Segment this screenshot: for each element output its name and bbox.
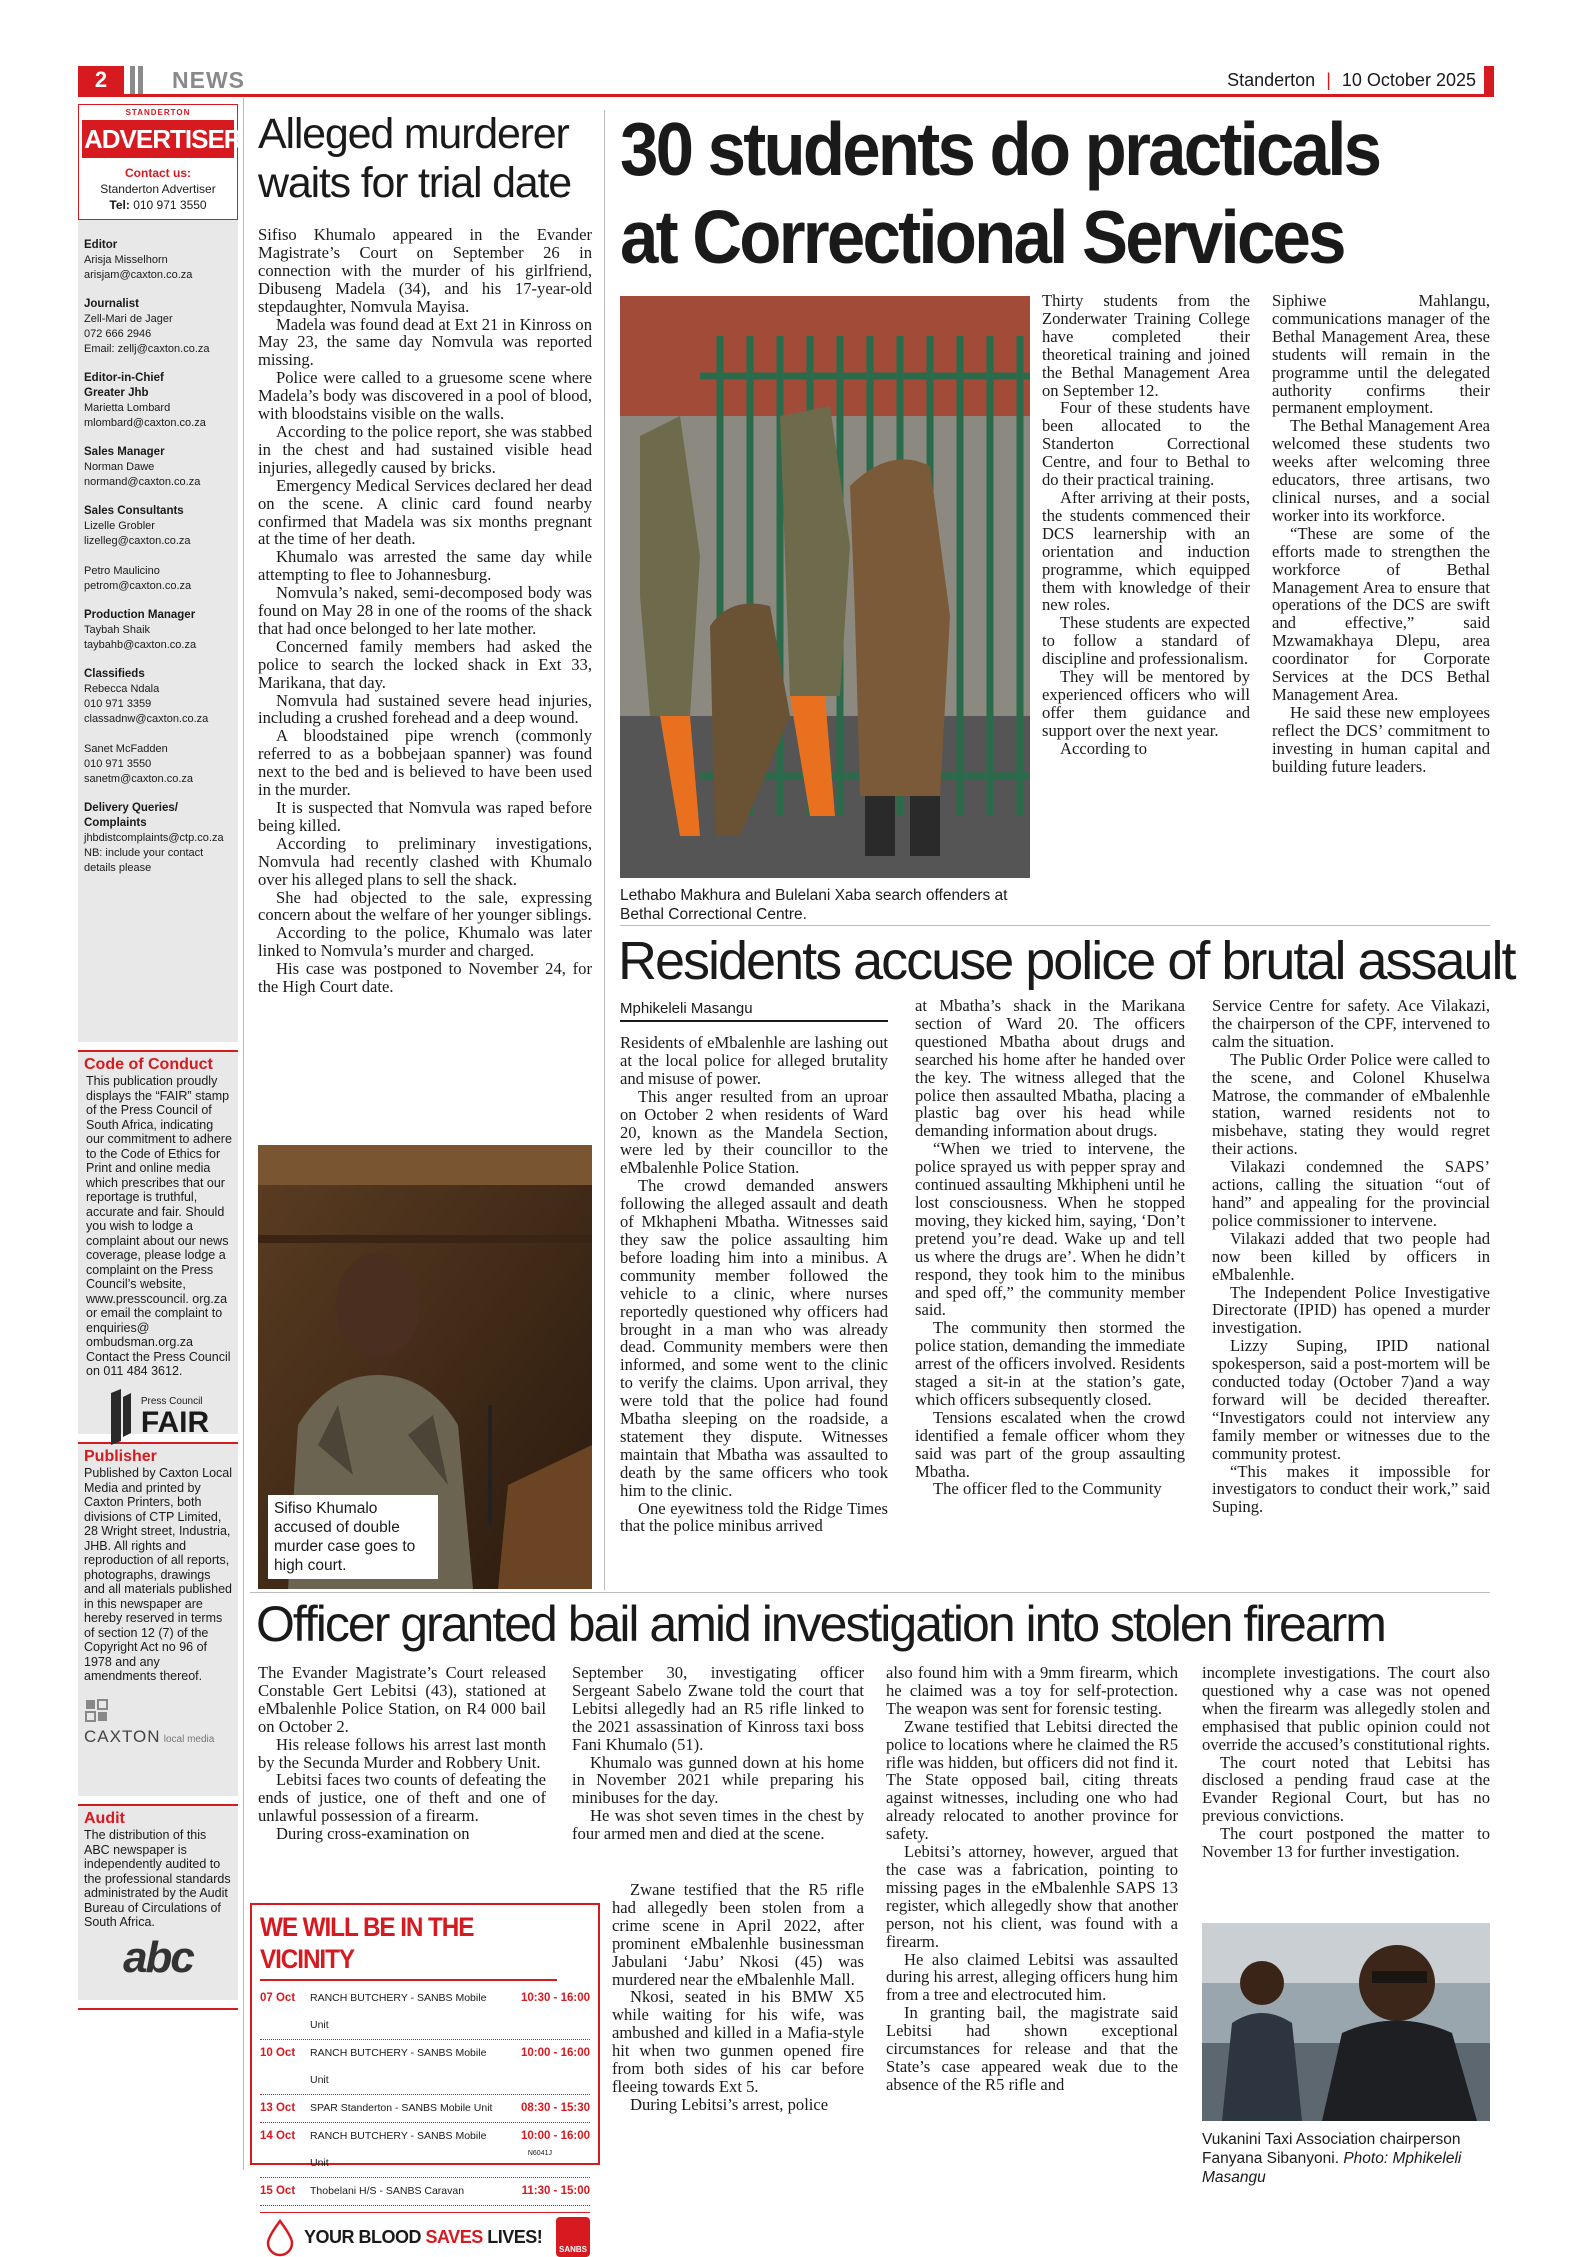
paragraph: The Bethal Management Area welcomed these students two weeks after welcoming three educators, three artisans, two clinical nurses, and a social worker into its workforce.	[1272, 416, 1490, 525]
article4-column-3	[886, 1664, 1178, 2094]
paragraph: During cross-examination on	[276, 1824, 470, 1844]
paragraph: Tensions escalated when the crowd identified a female officer whom they said was part of the group assaulting Mbatha.	[915, 1407, 1185, 1481]
ad-footer	[260, 2212, 590, 2257]
article4-photo-caption: Vukanini Taxi Association chairperson Fanyana Sibanyoni. Photo: Mphikeleli Masangu	[1202, 2131, 1462, 2186]
code-of-conduct-text: This publication proudly displays the “FAIR” stamp of the Press Council of South Africa, indicating our commitment to adhere to the Code of Ethics for Print and online media which prescribes that our reportage is truthful, accurate and fair. Should you wish to lodge a complaint about our news coverage, please lodge a complaint on the Press Council’s website, www.presscouncil. org.za or email the complaint to enquiries@ ombudsman.org.za Contact the Press Council on 011 484 3612.	[86, 1074, 232, 1378]
staff-role: Sales Consultants	[84, 505, 184, 517]
article2-photo-caption: Lethabo Makhura and Bulelani Xaba search offenders at Bethal Correctional Centre.	[620, 887, 1008, 923]
ad-place: RANCH BUTCHERY - SANBS Mobile Unit	[310, 1992, 487, 2031]
paragraph: Thirty students from the Zonderwater Training College have completed their theoretical training and joined the Bethal Management Area on September 12.	[1042, 291, 1250, 400]
staff-role: Production Manager	[84, 609, 196, 621]
paragraph: “These are some of the efforts made to strengthen the workforce of Bethal Management Area to ensure that operations of the DCS are swift and effective,” said Mzwamakhaya Dlepu, area coordinator for Corporate Services at the DCS Bethal Management Area.	[1272, 523, 1490, 704]
ad-place: SPAR Standerton - SANBS Mobile Unit	[310, 2102, 493, 2114]
paragraph: Lebitsi faces two counts of defeating the ends of justice, one of theft and one of unlawful possession of a firearm.	[258, 1770, 546, 1826]
paragraph: Zwane testified that the R5 rifle had allegedly been stolen from a crime scene in April 2022, after prominent eMbalenhle businessman Jabulani ‘Jabu’ Nkosi (45) was murdered near the eMbalenhle Mall.	[612, 1880, 864, 1989]
paragraph: She had objected to the sale, expressing concern about the welfare of her younger siblings.	[258, 887, 592, 925]
paragraph: The court postponed the matter to November 13 for further investigation.	[1202, 1824, 1490, 1862]
staff-entry	[78, 371, 238, 431]
staff-detail: Rebecca Ndala	[84, 683, 160, 695]
staff-detail	[84, 727, 238, 742]
ad-schedule-row	[260, 1985, 590, 2040]
article2-column-1	[1042, 292, 1250, 758]
paragraph: Four of these students have been allocated to the Standerton Correctional Centre, and four to Bethal to do their practical training.	[1042, 398, 1250, 490]
staff-detail: Taybah Shaik	[84, 624, 151, 636]
paragraph: Nomvula had sustained severe head injuries, including a crushed forehead and a deep wound.	[258, 690, 592, 728]
paragraph: “When we tried to intervene, the police sprayed us with pepper spray and continued assaulting Mkhipheni until he lost consciousness. When he stopped moving, they kicked him, saying, ‘Don’t pretend you’re dead. Wake up and tell us where the drugs are’. When he didn’t respond, they took him to the minibus and sped off,” the community member said.	[915, 1139, 1185, 1320]
ad-slogan-part-c: LIVES!	[482, 2226, 543, 2247]
staff-detail: mlombard@caxton.co.za	[84, 417, 206, 429]
correctional-search-image	[620, 296, 1030, 878]
article4-headline: Officer granted bail amid investigation into stolen firearm	[256, 1596, 1385, 1652]
masthead-sidebar	[78, 104, 242, 2169]
ad-code: N6041J	[527, 2150, 552, 2157]
article3-column-2	[915, 997, 1185, 1498]
sanbs-advertisement	[250, 1903, 600, 2254]
staff-list	[78, 238, 238, 876]
staff-entry	[78, 445, 238, 490]
paragraph: Siphiwe Mahlangu, communications manager of the Bethal Management Area, these students will remain in the programme until the delegated authority confirms their permanent employment.	[1272, 291, 1490, 418]
publisher-text: Published by Caxton Local Media and printed by Caxton Printers, both divisions of CTP Limited, 28 Wright street, Industria, JHB. All rights and reproduction of all reports, photographs, drawings and all materials published in this newspaper are hereby reserved in terms of section 12 (7) of the Copyright Act no 96 of 1978 and any amendments thereof.	[84, 1466, 233, 1683]
page-number: 2	[78, 66, 124, 94]
blood-drop-icon	[260, 2217, 300, 2257]
paragraph: Nkosi, seated in his BMW X5 while waiting for his wife, was ambushed and killed in a Mafia-style hit when two gunmen opened fire from both sides of his car before fleeing towards Ext 5.	[612, 1987, 864, 2096]
paragraph: The Evander Magistrate’s Court released Constable Gert Lebitsi (43), stationed at eMbalenhle Police Station, on R4 000 bail on October 2.	[258, 1663, 546, 1736]
staff-detail: Lizelle Grobler	[84, 520, 155, 532]
paragraph: Residents of eMbalenhle are lashing out at the local police for alleged brutality and misuse of power.	[620, 1033, 888, 1088]
staff-role: Editor-in-Chief Greater Jhb	[84, 372, 164, 399]
code-of-conduct-title: Code of Conduct	[84, 1056, 213, 1073]
ad-slogan-part-a: YOUR BLOOD	[304, 2226, 426, 2247]
staff-role: Delivery Queries/ Complaints	[84, 802, 178, 829]
staff-role: Journalist	[84, 298, 139, 310]
header-dateline: Standerton | 10 October 2025	[1227, 66, 1494, 94]
paragraph: at Mbatha’s shack in the Marikana section of Ward 20. The officers questioned Mbatha about drugs and searched his home after he handed over the key. The witness alleged that the police then assaulted Mbatha, placing a plastic bag over his head while demanding information about drugs.	[915, 996, 1185, 1141]
paragraph: After arriving at their posts, the students commenced their DCS learnership with an orientation and induction programme, which equipped them with knowledge of their new roles.	[1042, 487, 1250, 615]
ad-title: WE WILL BE IN THE VICINITY	[260, 1911, 557, 1981]
staff-entry	[78, 504, 238, 594]
paragraph: One eyewitness told the Ridge Times that the police minibus arrived	[620, 1498, 888, 1536]
paragraph: also found him with a 9mm firearm, which he claimed was a toy for self-protection. The weapon was sent for forensic testing.	[886, 1663, 1178, 1718]
paragraph: Madela was found dead at Ext 21 in Kinross on May 23, the same day Nomvula was reported missing.	[258, 314, 592, 370]
paragraph: Emergency Medical Services declared her dead on the scene. A clinic card found nearby confirmed that Madela was six months pregnant at the time of her death.	[258, 475, 592, 549]
paragraph: Sifiso Khumalo appeared in the Evander Magistrate’s Court on September 26 in connection with the murder of his girlfriend, Dibuseng Madela (34), and his 17-year-old stepdaughter, Nomvula Mayisa.	[258, 225, 592, 316]
press-council-fair-logo: Press Council FAIR	[78, 1389, 238, 1445]
staff-detail: Zell-Mari de Jager	[84, 313, 173, 325]
staff-entry	[78, 667, 238, 787]
article3-column-3	[1212, 997, 1490, 1516]
photo-credit: Photo: Mphikeleli Masangu	[1202, 2150, 1462, 2186]
ad-date: 14 Oct	[260, 2130, 296, 2142]
header-location: Standerton	[1227, 70, 1316, 90]
paragraph: Lizzy Suping, IPID national spokesperson, said a post-mortem will be conducted today (October 7)and a way forward will be decided thereafter. “Investigators could not interview any family member or witnesses due to the community protest.	[1212, 1336, 1490, 1463]
advertiser-logo: STANDERTON ADVERTISER	[82, 105, 234, 155]
paragraph: The Independent Police Investigative Directorate (IPID) has opened a murder investigation.	[1212, 1282, 1490, 1338]
paragraph: It is suspected that Nomvula was raped before being killed.	[258, 798, 592, 835]
staff-role: Classifieds	[84, 668, 145, 680]
paragraph: This anger resulted from an uproar on October 2 when residents of Ward 20, known as the Mandela Section, were led by their councillor to the eMbalenhle Police Station.	[620, 1086, 888, 1178]
staff-detail: Email: zellj@caxton.co.za	[84, 343, 210, 355]
ad-place: Thobelani H/S - SANBS Caravan	[310, 2185, 465, 2197]
ad-schedule-row	[260, 2178, 590, 2206]
paragraph: His release follows his arrest last month by the Secunda Murder and Robbery Unit.	[258, 1734, 546, 1772]
article2-column-2	[1272, 292, 1490, 775]
article1-body	[258, 226, 592, 996]
article1-photo-caption: Sifiso Khumalo accused of double murder case goes to high court.	[268, 1495, 438, 1579]
paragraph: He said these new employees reflect the DCS’ commitment to investing in human capital and building future leaders.	[1272, 702, 1490, 776]
paragraph: Zwane testified that Lebitsi directed the police to locations where he claimed the R5 rifle was hidden, but officers did not find it. The State opposed bail, citing threats against witnesses, including one who had already relocated to another province for safety.	[886, 1716, 1178, 1844]
staff-detail: petrom@caxton.co.za	[84, 580, 192, 592]
staff-detail: lizelleg@caxton.co.za	[84, 535, 191, 547]
paragraph: The court noted that Lebitsi has disclosed a pending fraud case at the Evander Regional Court, but has no previous convictions.	[1202, 1752, 1490, 1826]
paragraph: The Public Order Police were called to the scene, and Colonel Khuselwa Matrose, the commander of eMbalenhle station, warned residents not to misbehave, stating they would regret their actions.	[1212, 1049, 1490, 1159]
paragraph: According to the police, Khumalo was later linked to Nomvula’s murder and charged.	[258, 923, 592, 961]
staff-entry	[78, 608, 238, 653]
article4-photo	[1202, 1923, 1490, 2121]
paragraph: Police were called to a gruesome scene where Madela’s body was discovered in a pool of blood, with bloodstains visible on the walls.	[258, 368, 592, 424]
audit-text: The distribution of this ABC newspaper is independently audited to the professional standards administrated by the Audit Bureau of Circulations of South Africa.	[84, 1828, 231, 1929]
contact-block: Contact us: Standerton Advertiser Tel: 010 971 3550	[100, 166, 216, 212]
article2-headline: 30 students do practicals at Correctional Services	[620, 107, 1380, 279]
abc-logo: abc	[123, 1932, 193, 1982]
paragraph: Concerned family members had asked the police to search the locked shack in Ext 33, Marikana, that day.	[258, 636, 592, 692]
paragraph: His case was postponed to November 24, for the High Court date.	[258, 959, 592, 997]
caxton-logo: CAXTON local media	[78, 1698, 238, 1747]
paragraph: Vilakazi condemned the SAPS’ actions, calling the situation “out of hand” and appealing for the provincial police commissioner to intervene.	[1212, 1157, 1490, 1230]
staff-detail: Arisja Misselhorn	[84, 254, 168, 266]
ad-time: 10:00 - 16:00	[520, 2130, 590, 2142]
ad-time: 08:30 - 15:30	[520, 2102, 590, 2114]
article3-byline: Mphikeleli Masangu	[620, 1000, 888, 1022]
ad-time: 10:30 - 16:00	[520, 1992, 590, 2004]
paragraph: The officer fled to the Community	[933, 1479, 1162, 1499]
article4-column-2-bottom	[612, 1881, 864, 2114]
ad-schedule-row	[260, 2095, 590, 2123]
staff-role: Sales Manager	[84, 446, 165, 458]
ad-date: 07 Oct	[260, 1992, 296, 2004]
staff-entry	[78, 801, 238, 876]
paragraph: Nomvula’s naked, semi-decomposed body was found on May 28 in one of the rooms of the shack that had once belonged to her late mother.	[258, 583, 592, 638]
staff-detail: Marietta Lombard	[84, 402, 171, 414]
paragraph: The crowd demanded answers following the alleged assault and death of Mkhapheni Mbatha. Witnesses said they saw the police assaulting him before loading him into a minibus. A community member followed the vehicle to a clinic, where nurses reportedly questioned why officers had brought in a man who was already dead. Community members were then informed, and some went to the clinic to verify the claims. Upon arrival, they were told that the police had found Mbatha sleeping on the roadside, a statement they dispute. Witnesses maintain that Mbatha was assaulted to death by the same officers who took him to the clinic.	[620, 1176, 888, 1500]
staff-detail: details please	[84, 862, 152, 874]
paragraph: incomplete investigations. The court also questioned why a case was not opened when the firearm was allegedly stolen and emphasised that public opinion could not override the accused’s constitutional rights.	[1202, 1663, 1491, 1754]
paragraph: He also claimed Lebitsi was assaulted during his arrest, alleging officers hung him from a tree and electrocuted him.	[886, 1949, 1178, 2005]
ad-slogan-part-b: SAVES	[425, 2226, 483, 2247]
staff-detail: 010 971 3359	[84, 698, 152, 710]
article4-column-2-top	[572, 1664, 864, 1843]
paragraph: According to preliminary investigations, Nomvula had recently clashed with Khumalo over his alleged plans to sell the shack.	[258, 833, 592, 889]
ad-time: 11:30 - 15:00	[521, 2185, 590, 2197]
staff-detail: Norman Dawe	[84, 461, 155, 473]
staff-detail: normand@caxton.co.za	[84, 476, 201, 488]
staff-detail: taybahb@caxton.co.za	[84, 639, 197, 651]
staff-entry	[78, 297, 238, 357]
ad-place: RANCH BUTCHERY - SANBS Mobile Unit	[310, 2047, 487, 2086]
ad-date: 10 Oct	[260, 2047, 296, 2059]
taxi-chairperson-image	[1202, 1923, 1490, 2121]
paragraph: These students are expected to follow a standard of discipline and professionalism.	[1042, 613, 1250, 669]
paragraph: September 30, investigating officer Sergeant Sabelo Zwane told the court that Lebitsi allegedly had an R5 rifle linked to the 2021 assassination of Kinross taxi boss Fani Khumalo (51).	[572, 1663, 864, 1754]
staff-detail: 010 971 3550	[84, 758, 152, 770]
staff-role: Editor	[84, 239, 118, 251]
paragraph: In granting bail, the magistrate said Lebitsi had shown exceptional circumstances for release and that the State’s case appeared weak due to the absence of the R5 rifle and	[886, 2003, 1178, 2094]
staff-detail: arisjam@caxton.co.za	[84, 269, 193, 281]
paragraph: During Lebitsi’s arrest, police	[630, 2094, 829, 2114]
header-date: 10 October 2025	[1341, 70, 1476, 90]
article1-headline: Alleged murderer waits for trial date	[258, 110, 571, 207]
ad-schedule-row	[260, 2040, 590, 2095]
paragraph: A bloodstained pipe wrench (commonly referred to as a bobbejaan spanner) was found next to the bed and is believed to have been used in the murder.	[258, 726, 592, 800]
staff-detail: Sanet McFadden	[84, 743, 168, 755]
article3-headline: Residents accuse police of brutal assault	[618, 931, 1515, 991]
section-bars-decoration	[130, 66, 170, 94]
sanbs-logo: SANBS	[556, 2217, 590, 2257]
staff-detail	[84, 549, 238, 564]
staff-detail: classadnw@caxton.co.za	[84, 713, 209, 725]
ad-date: 15 Oct	[260, 2185, 296, 2197]
article3-column-1	[620, 1034, 888, 1535]
staff-detail: sanetm@caxton.co.za	[84, 773, 193, 785]
audit-title: Audit	[84, 1810, 125, 1827]
paragraph: According to	[1060, 738, 1148, 758]
paragraph: “This makes it impossible for investigators to conduct their work,” said Suping.	[1212, 1461, 1490, 1517]
paragraph: According to the police report, she was stabbed in the chest and had sustained visible head injuries, allegedly caused by bricks.	[258, 421, 592, 477]
article4-column-4	[1202, 1664, 1490, 1861]
staff-entry	[78, 238, 238, 283]
paragraph: Khumalo was gunned down at his home in November 2021 while preparing his minibuses for the day.	[572, 1752, 864, 1808]
publisher-title: Publisher	[84, 1448, 157, 1465]
ad-time: 10:00 - 16:00	[520, 2047, 590, 2059]
ad-place: RANCH BUTCHERY - SANBS Mobile Unit	[310, 2130, 487, 2169]
paragraph: Vilakazi added that two people had now been killed by officers in eMbalenhle.	[1212, 1228, 1490, 1284]
staff-detail: NB: include your contact	[84, 847, 204, 859]
ad-date: 13 Oct	[260, 2102, 296, 2114]
paragraph: Service Centre for safety. Ace Vilakazi, the chairperson of the CPF, intervened to calm the situation.	[1212, 996, 1490, 1051]
staff-detail: 072 666 2946	[84, 328, 152, 340]
ad-schedule	[260, 1985, 590, 2206]
staff-detail: Petro Maulicino	[84, 565, 160, 577]
paragraph: Lebitsi’s attorney, however, argued that the case was a fabrication, pointing to missing pages in the eMbalenhle SAPS 13 register, which allegedly show that another person, not his client, was found with a firearm.	[886, 1842, 1178, 1951]
paragraph: Khumalo was arrested the same day while attempting to flee to Johannesburg.	[258, 547, 592, 585]
header-rule	[78, 94, 1494, 97]
section-name: NEWS	[172, 67, 245, 93]
paragraph: They will be mentored by experienced officers who will offer them guidance and support over the next year.	[1042, 667, 1250, 740]
paragraph: The community then stormed the police station, demanding the immediate arrest of the officers involved. Residents staged a sit-in at the station’s gate, which officers subsequently closed.	[915, 1318, 1185, 1409]
article4-column-1	[258, 1664, 546, 1843]
paragraph: He was shot seven times in the chest by four armed men and died at the scene.	[572, 1806, 864, 1844]
article2-photo	[620, 296, 1030, 878]
staff-detail: jhbdistcomplaints@ctp.co.za	[84, 832, 224, 844]
